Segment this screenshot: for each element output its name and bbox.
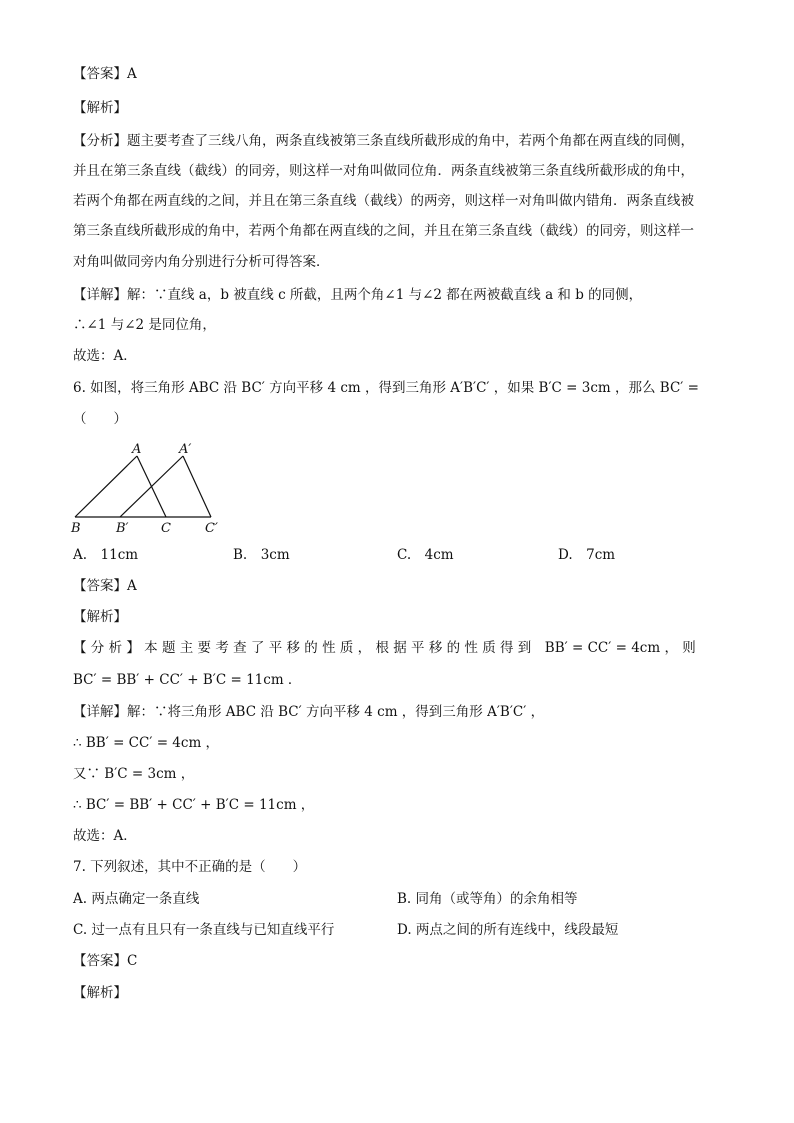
q5-fenxi-line-5: 对角叫做同旁内角分别进行分析可得答案． (73, 254, 330, 270)
q7-option-a: A. 两点确定一条直线 (73, 891, 200, 907)
q6-fenxi-line-1: 【 分 析 】 本 题 主 要 考 查 了 平 移 的 性 质 ， 根 据 平 移 的 性 质 得 到 BB′ = CC′ = 4cm ， 则 (73, 640, 696, 656)
q6-choice: 故选：A． (73, 828, 137, 844)
segment-a-prime-b-prime (120, 456, 183, 517)
q5-fenxi-line-2: 并且在第三条直线（截线）的同旁，则这样一对角叫做同位角．两条直线被第三条直线所截形成的角中， (73, 163, 694, 179)
q6-option-d: D. 7cm (558, 547, 616, 563)
q7-stem: 7. 下列叙述，其中不正确的是（ ） (73, 859, 307, 875)
q5-detail: 【详解】解：∵直线 a，b 被直线 c 所截，且两个角∠1 与∠2 都在两被截直线 a 和 b 的同侧， (73, 287, 643, 303)
q6-analysis-heading: 【解析】 (73, 609, 127, 625)
label-c-prime: C′ (205, 521, 218, 536)
q6-detail-line-3: 又∵ B′C = 3cm ， (73, 766, 195, 782)
q5-answer: 【答案】A (73, 66, 137, 82)
q5-fenxi-line-3: 若两个角都在两直线的之间，并且在第三条直线（截线）的两旁，则这样一对角叫做内错角．两条直线被 (73, 193, 694, 209)
q6-answer: 【答案】A (73, 578, 137, 594)
label-b-prime: B′ (116, 521, 129, 536)
q5-conclusion: ∴∠1 与∠2 是同位角， (73, 317, 216, 333)
q5-fenxi-line-1: 【分析】题主要考查了三线八角，两条直线被第三条直线所截形成的角中，若两个角都在两直线的同侧， (73, 133, 694, 149)
q6-fenxi-line-2: BC′ = BB′ + CC′ + B′C = 11cm ． (73, 672, 302, 688)
q5-choice: 故选：A． (73, 348, 137, 364)
segment-ab (75, 456, 137, 517)
q6-detail-line-4: ∴ BC′ = BB′ + CC′ + B′C = 11cm ， (73, 797, 315, 813)
q7-analysis-heading: 【解析】 (73, 985, 127, 1001)
q6-detail-line-1: 【详解】解：∵将三角形 ABC 沿 BC′ 方向平移 4 cm ，得到三角形 A′B′C′ ， (73, 704, 545, 720)
translation-triangle-figure (68, 438, 228, 538)
q6-option-b: B. 3cm (233, 547, 290, 563)
q6-detail-line-2: ∴ BB′ = CC′ = 4cm ， (73, 735, 220, 751)
label-a-prime: A′ (179, 442, 192, 457)
q7-answer: 【答案】C (73, 953, 138, 969)
q6-stem-line-2: （ ） (73, 411, 127, 427)
label-b: B (71, 521, 81, 536)
label-a: A (132, 442, 142, 457)
q6-option-c: C. 4cm (397, 547, 454, 563)
label-c: C (161, 521, 171, 536)
q6-stem-line-1: 6. 如图，将三角形 ABC 沿 BC′ 方向平移 4 cm ，得到三角形 A′B′C′ ，如果 B′C = 3cm ，那么 BC′ = (73, 380, 699, 396)
q5-analysis-heading: 【解析】 (73, 100, 127, 116)
segment-a-prime-c-prime (183, 456, 211, 517)
q5-fenxi-line-4: 第三条直线所截形成的角中，若两个角都在两直线的之间，并且在第三条直线（截线）的同旁，则这样一 (73, 223, 694, 239)
q6-option-a: A. 11cm (73, 547, 139, 563)
q7-option-d: D. 两点之间的所有连线中，线段最短 (397, 922, 619, 938)
q7-option-c: C. 过一点有且只有一条直线与已知直线平行 (73, 922, 335, 938)
q7-option-b: B. 同角（或等角）的余角相等 (397, 891, 578, 907)
